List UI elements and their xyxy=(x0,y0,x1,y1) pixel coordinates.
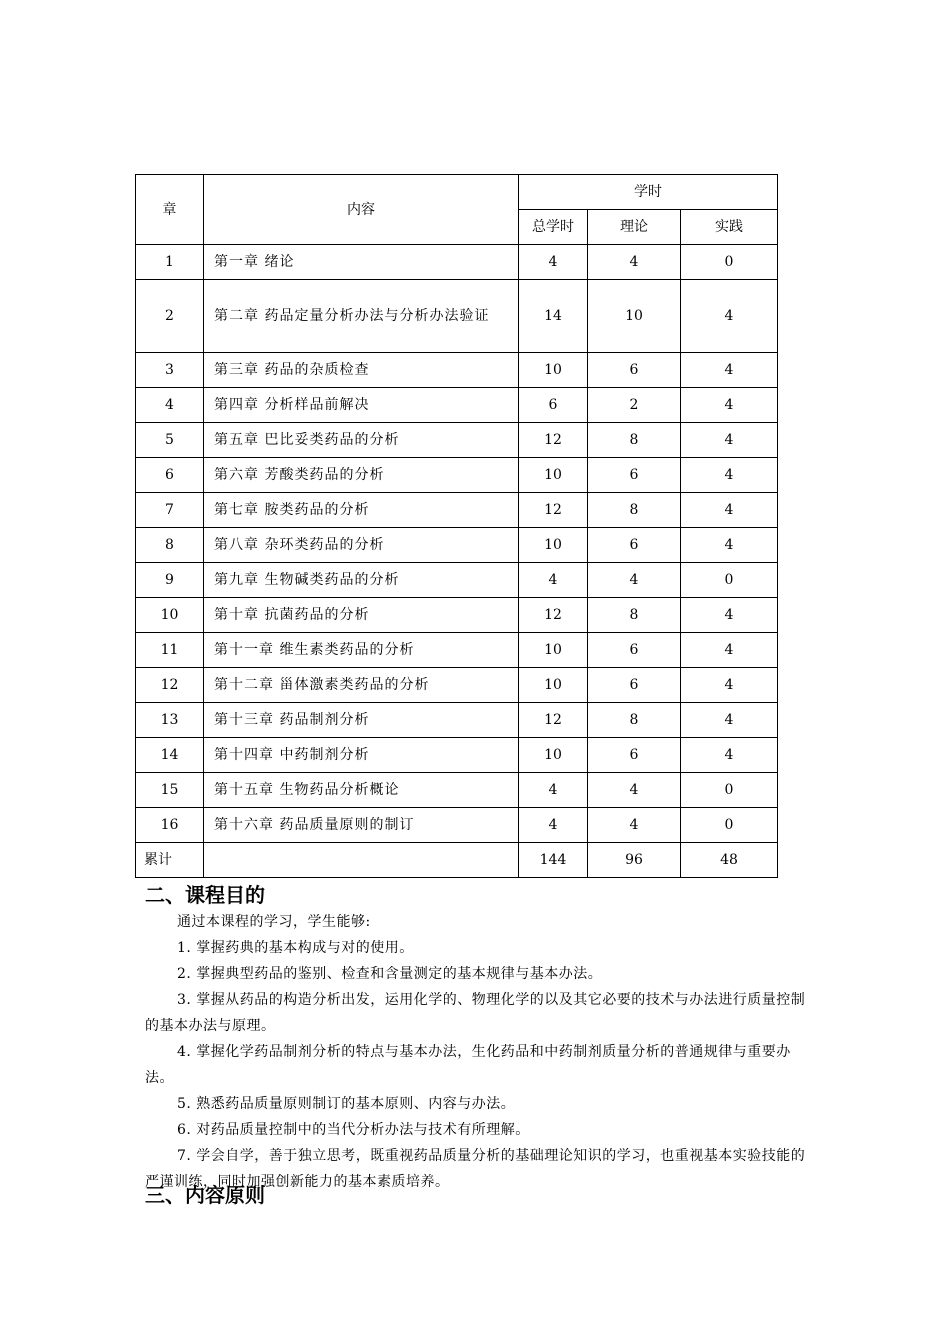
table-row xyxy=(136,773,778,808)
summary-row xyxy=(136,843,778,878)
chapter-content-cell: 第十三章 药品制剂分析 xyxy=(204,703,519,738)
chapter-number-cell: 7 xyxy=(136,493,204,528)
theory-hours-cell: 8 xyxy=(588,423,681,458)
chapter-content-cell: 第十四章 中药制剂分析 xyxy=(204,738,519,773)
objective-item: 6. 对药品质量控制中的当代分析办法与技术有所理解。 xyxy=(177,1122,530,1138)
practice-hours-cell: 4 xyxy=(681,423,778,458)
total-hours-cell: 4 xyxy=(519,773,588,808)
chapter-number-cell: 3 xyxy=(136,353,204,388)
total-hours-cell: 12 xyxy=(519,598,588,633)
theory-hours-cell: 6 xyxy=(588,458,681,493)
chapter-content-cell: 第八章 杂环类药品的分析 xyxy=(204,528,519,563)
chapter-content-cell: 第十五章 生物药品分析概论 xyxy=(204,773,519,808)
practice-hours-cell: 4 xyxy=(681,458,778,493)
summary-total-cell: 144 xyxy=(519,843,588,878)
chapter-number-cell: 10 xyxy=(136,598,204,633)
objective-item: 4. 掌握化学药品制剂分析的特点与基本办法，生化药品和中药制剂质量分析的普通规律与重要办法。 xyxy=(145,1044,791,1086)
chapter-number-cell: 6 xyxy=(136,458,204,493)
theory-hours-cell: 4 xyxy=(588,245,681,280)
total-hours-cell: 10 xyxy=(519,633,588,668)
total-hours-cell: 14 xyxy=(519,280,588,353)
chapter-content-cell: 第七章 胺类药品的分析 xyxy=(204,493,519,528)
table-row xyxy=(136,808,778,843)
total-hours-cell: 10 xyxy=(519,528,588,563)
chapter-content-cell: 第六章 芳酸类药品的分析 xyxy=(204,458,519,493)
summary-empty-cell xyxy=(204,843,519,878)
table-row xyxy=(136,668,778,703)
total-hours-cell: 10 xyxy=(519,458,588,493)
total-hours-cell: 12 xyxy=(519,703,588,738)
chapter-number-cell: 4 xyxy=(136,388,204,423)
summary-theory-cell: 96 xyxy=(588,843,681,878)
header-chapter: 章 xyxy=(136,175,204,245)
theory-hours-cell: 10 xyxy=(588,280,681,353)
chapter-content-cell: 第十二章 甾体激素类药品的分析 xyxy=(204,668,519,703)
course-hours-table xyxy=(135,174,778,878)
theory-hours-cell: 6 xyxy=(588,353,681,388)
table-row xyxy=(136,703,778,738)
chapter-content-cell: 第十六章 药品质量原则的制订 xyxy=(204,808,519,843)
theory-hours-cell: 8 xyxy=(588,493,681,528)
practice-hours-cell: 4 xyxy=(681,668,778,703)
total-hours-cell: 4 xyxy=(519,808,588,843)
theory-hours-cell: 4 xyxy=(588,808,681,843)
practice-hours-cell: 0 xyxy=(681,563,778,598)
total-hours-cell: 12 xyxy=(519,493,588,528)
section-title-content-principles: 三、内容原则 xyxy=(145,1183,265,1207)
table-row xyxy=(136,458,778,493)
objectives-intro: 通过本课程的学习，学生能够: xyxy=(177,914,371,930)
practice-hours-cell: 0 xyxy=(681,773,778,808)
chapter-number-cell: 16 xyxy=(136,808,204,843)
chapter-content-cell: 第五章 巴比妥类药品的分析 xyxy=(204,423,519,458)
chapter-number-cell: 13 xyxy=(136,703,204,738)
total-hours-cell: 10 xyxy=(519,668,588,703)
chapter-content-cell: 第三章 药品的杂质检查 xyxy=(204,353,519,388)
chapter-content-cell: 第十章 抗菌药品的分析 xyxy=(204,598,519,633)
chapter-content-cell: 第一章 绪论 xyxy=(204,245,519,280)
table-row xyxy=(136,528,778,563)
table-row xyxy=(136,633,778,668)
table-row xyxy=(136,388,778,423)
theory-hours-cell: 6 xyxy=(588,738,681,773)
practice-hours-cell: 4 xyxy=(681,633,778,668)
summary-label-cell: 累计 xyxy=(136,843,204,878)
theory-hours-cell: 4 xyxy=(588,773,681,808)
chapter-number-cell: 2 xyxy=(136,280,204,353)
total-hours-cell: 10 xyxy=(519,353,588,388)
header-practice: 实践 xyxy=(681,210,778,245)
chapter-number-cell: 12 xyxy=(136,668,204,703)
practice-hours-cell: 0 xyxy=(681,245,778,280)
table-row xyxy=(136,598,778,633)
header-hours: 学时 xyxy=(519,175,778,210)
practice-hours-cell: 4 xyxy=(681,493,778,528)
header-total-hours: 总学时 xyxy=(519,210,588,245)
theory-hours-cell: 8 xyxy=(588,703,681,738)
objective-item: 5. 熟悉药品质量原则制订的基本原则、内容与办法。 xyxy=(177,1096,516,1112)
practice-hours-cell: 4 xyxy=(681,280,778,353)
header-row xyxy=(136,175,778,210)
chapter-number-cell: 8 xyxy=(136,528,204,563)
chapter-number-cell: 1 xyxy=(136,245,204,280)
total-hours-cell: 10 xyxy=(519,738,588,773)
header-content: 内容 xyxy=(204,175,519,245)
chapter-number-cell: 14 xyxy=(136,738,204,773)
summary-practice-cell: 48 xyxy=(681,843,778,878)
practice-hours-cell: 4 xyxy=(681,738,778,773)
header-theory: 理论 xyxy=(588,210,681,245)
table-row xyxy=(136,280,778,353)
objective-item: 1. 掌握药典的基本构成与对的使用。 xyxy=(177,940,414,956)
practice-hours-cell: 4 xyxy=(681,353,778,388)
total-hours-cell: 4 xyxy=(519,563,588,598)
theory-hours-cell: 6 xyxy=(588,528,681,563)
objective-item: 2. 掌握典型药品的鉴别、检查和含量测定的基本规律与基本办法。 xyxy=(177,966,603,982)
chapter-number-cell: 9 xyxy=(136,563,204,598)
table-row xyxy=(136,353,778,388)
chapter-content-cell: 第四章 分析样品前解决 xyxy=(204,388,519,423)
practice-hours-cell: 4 xyxy=(681,528,778,563)
chapter-content-cell: 第十一章 维生素类药品的分析 xyxy=(204,633,519,668)
theory-hours-cell: 6 xyxy=(588,633,681,668)
chapter-number-cell: 11 xyxy=(136,633,204,668)
theory-hours-cell: 4 xyxy=(588,563,681,598)
table-row xyxy=(136,423,778,458)
section-title-course-objectives: 二、课程目的 xyxy=(145,883,265,907)
total-hours-cell: 6 xyxy=(519,388,588,423)
practice-hours-cell: 4 xyxy=(681,703,778,738)
chapter-content-cell: 第九章 生物碱类药品的分析 xyxy=(204,563,519,598)
chapter-number-cell: 5 xyxy=(136,423,204,458)
practice-hours-cell: 0 xyxy=(681,808,778,843)
chapter-content-cell: 第二章 药品定量分析办法与分析办法验证 xyxy=(204,280,519,353)
table-row xyxy=(136,493,778,528)
objective-item: 7. 学会自学，善于独立思考，既重视药品质量分析的基础理论知识的学习，也重视基本实验技能的严谨训练，同时加强创新能力的基本素质培养。 xyxy=(145,1148,806,1190)
total-hours-cell: 4 xyxy=(519,245,588,280)
practice-hours-cell: 4 xyxy=(681,388,778,423)
theory-hours-cell: 6 xyxy=(588,668,681,703)
theory-hours-cell: 8 xyxy=(588,598,681,633)
chapter-number-cell: 15 xyxy=(136,773,204,808)
table-row xyxy=(136,738,778,773)
course-objectives-text xyxy=(145,909,810,1195)
table-row xyxy=(136,563,778,598)
table-row xyxy=(136,245,778,280)
theory-hours-cell: 2 xyxy=(588,388,681,423)
practice-hours-cell: 4 xyxy=(681,598,778,633)
objective-item: 3. 掌握从药品的构造分析出发，运用化学的、物理化学的以及其它必要的技术与办法进行质量控制的基本办法与原理。 xyxy=(145,992,806,1034)
total-hours-cell: 12 xyxy=(519,423,588,458)
